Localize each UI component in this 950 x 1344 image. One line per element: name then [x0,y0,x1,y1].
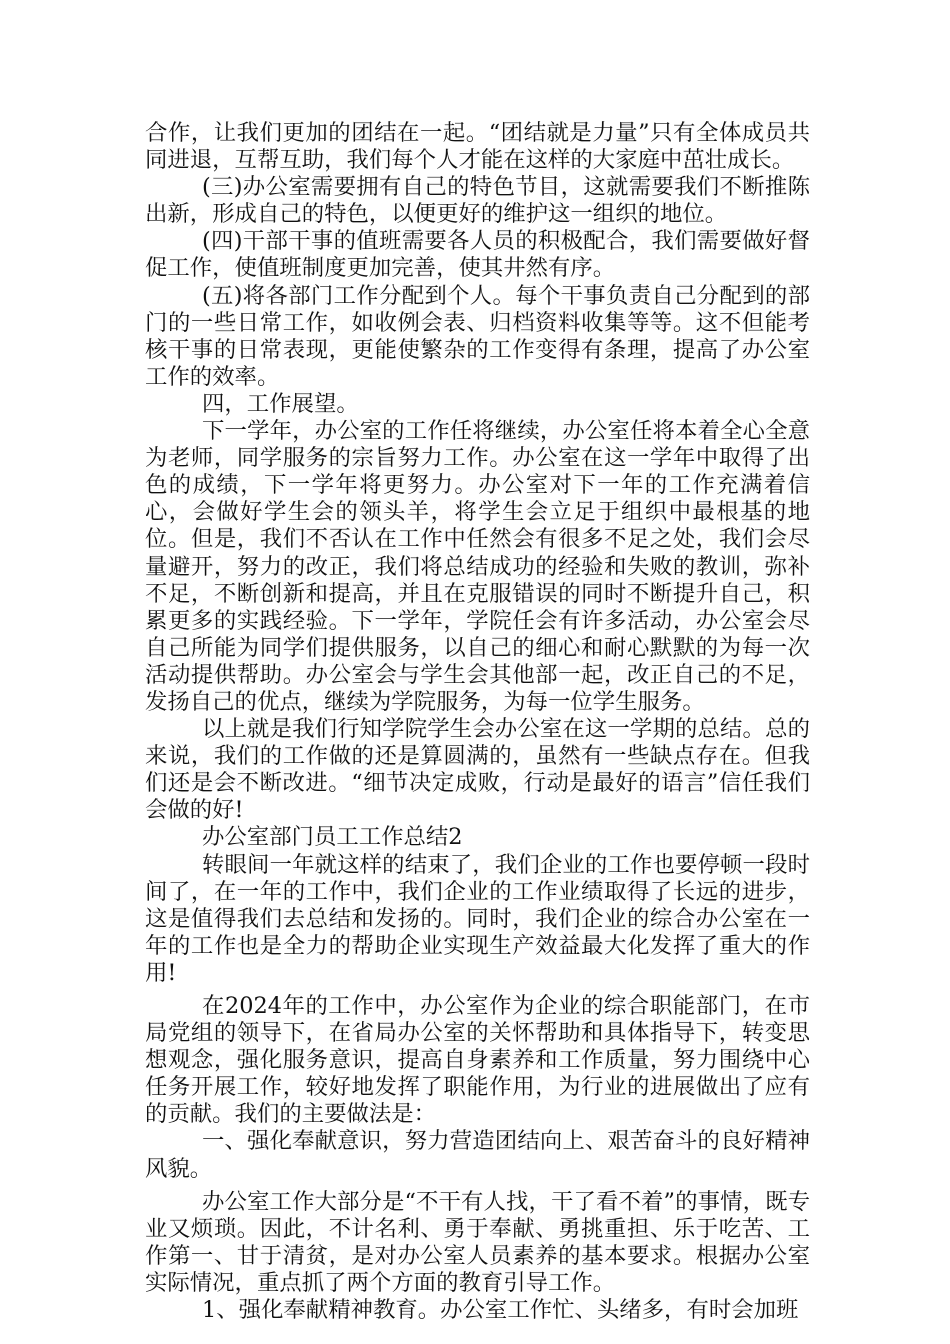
paragraph-9: 转眼间一年就这样的结束了，我们企业的工作也要停顿一段时间了，在一年的工作中，我们企业的工作业绩取得了长远的进步，这是值得我们去总结和发扬的。同时，我们企业的综合办公室在一年的工作也是全力的帮助企业实现生产效益最大化发挥了重大的作用! [145,851,810,986]
paragraph-7: 以上就是我们行知学院学生会办公室在这一学期的总结。总的来说，我们的工作做的还是算圆满的，虽然有一些缺点存在。但我们还是会不断改进。“细节决定成败，行动是最好的语言”信任我们会做的好! [145,716,810,824]
paragraph-3: (四)干部干事的值班需要各人员的积极配合，我们需要做好督促工作，使值班制度更加完善，使其井然有序。 [145,228,810,282]
paragraph-6: 下一学年，办公室的工作任将继续，办公室任将本着全心全意为老师，同学服务的宗旨努力工作。办公室在这一学年中取得了出色的成绩，下一学年将更努力。办公室对下一年的工作充满着信心，会做好学生会的领头羊，将学生会立足于组织中最根基的地位。但是，我们不否认在工作中任然会有很多不足之处，我们会尽量避开，努力的改正，我们将总结成功的经验和失败的教训，弥补不足，不断创新和提高，并且在克服错误的同时不断提升自己，积累更多的实践经验。下一学年，学院任会有许多活动，办公室会尽自己所能为同学们提供服务，以自己的细心和耐心默默的为每一次活动提供帮助。办公室会与学生会其他部一起，改正自己的不足，发扬自己的优点，继续为学院服务，为每一位学生服务。 [145,418,810,715]
paragraph-4: (五)将各部门工作分配到个人。每个干事负责自己分配到的部门的一些日常工作，如收例会表、归档资料收集等等。这不但能考核干事的日常表现，更能使繁杂的工作变得有条理，提高了办公室工作的效率。 [145,282,810,390]
section-title-summary-2: 办公室部门员工工作总结2 [202,824,463,851]
paragraph-2: (三)办公室需要拥有自己的特色节目，这就需要我们不断推陈出新，形成自己的特色，以便更好的维护这一组织的地位。 [145,174,810,228]
paragraph-13: 1、强化奉献精神教育。办公室工作忙、头绪多，有时会加班 [202,1297,799,1324]
section-heading-one: 一、强化奉献意识，努力营造团结向上、艰苦奋斗的良好精神风貌。 [145,1128,810,1182]
section-heading-outlook: 四，工作展望。 [202,390,359,417]
paragraph-12: 办公室工作大部分是“不干有人找，干了看不着”的事情，既专业又烦琐。因此，不计名利、勇于奉献、勇挑重担、乐于吃苦、工作第一、甘于清贫，是对办公室人员素养的基本要求。根据办公室实际情况，重点抓了两个方面的教育引导工作。 [145,1188,810,1296]
document-body [145,120,810,1324]
paragraph-1: 合作，让我们更加的团结在一起。“团结就是力量”只有全体成员共同进退，互帮互助，我们每个人才能在这样的大家庭中茁壮成长。 [145,120,810,174]
paragraph-10: 在2024年的工作中，办公室作为企业的综合职能部门，在市局党组的领导下，在省局办公室的关怀帮助和具体指导下，转变思想观念，强化服务意识，提高自身素养和工作质量，努力围绕中心任务开展工作，较好地发挥了职能作用，为行业的进展做出了应有的贡献。我们的主要做法是： [145,993,810,1128]
